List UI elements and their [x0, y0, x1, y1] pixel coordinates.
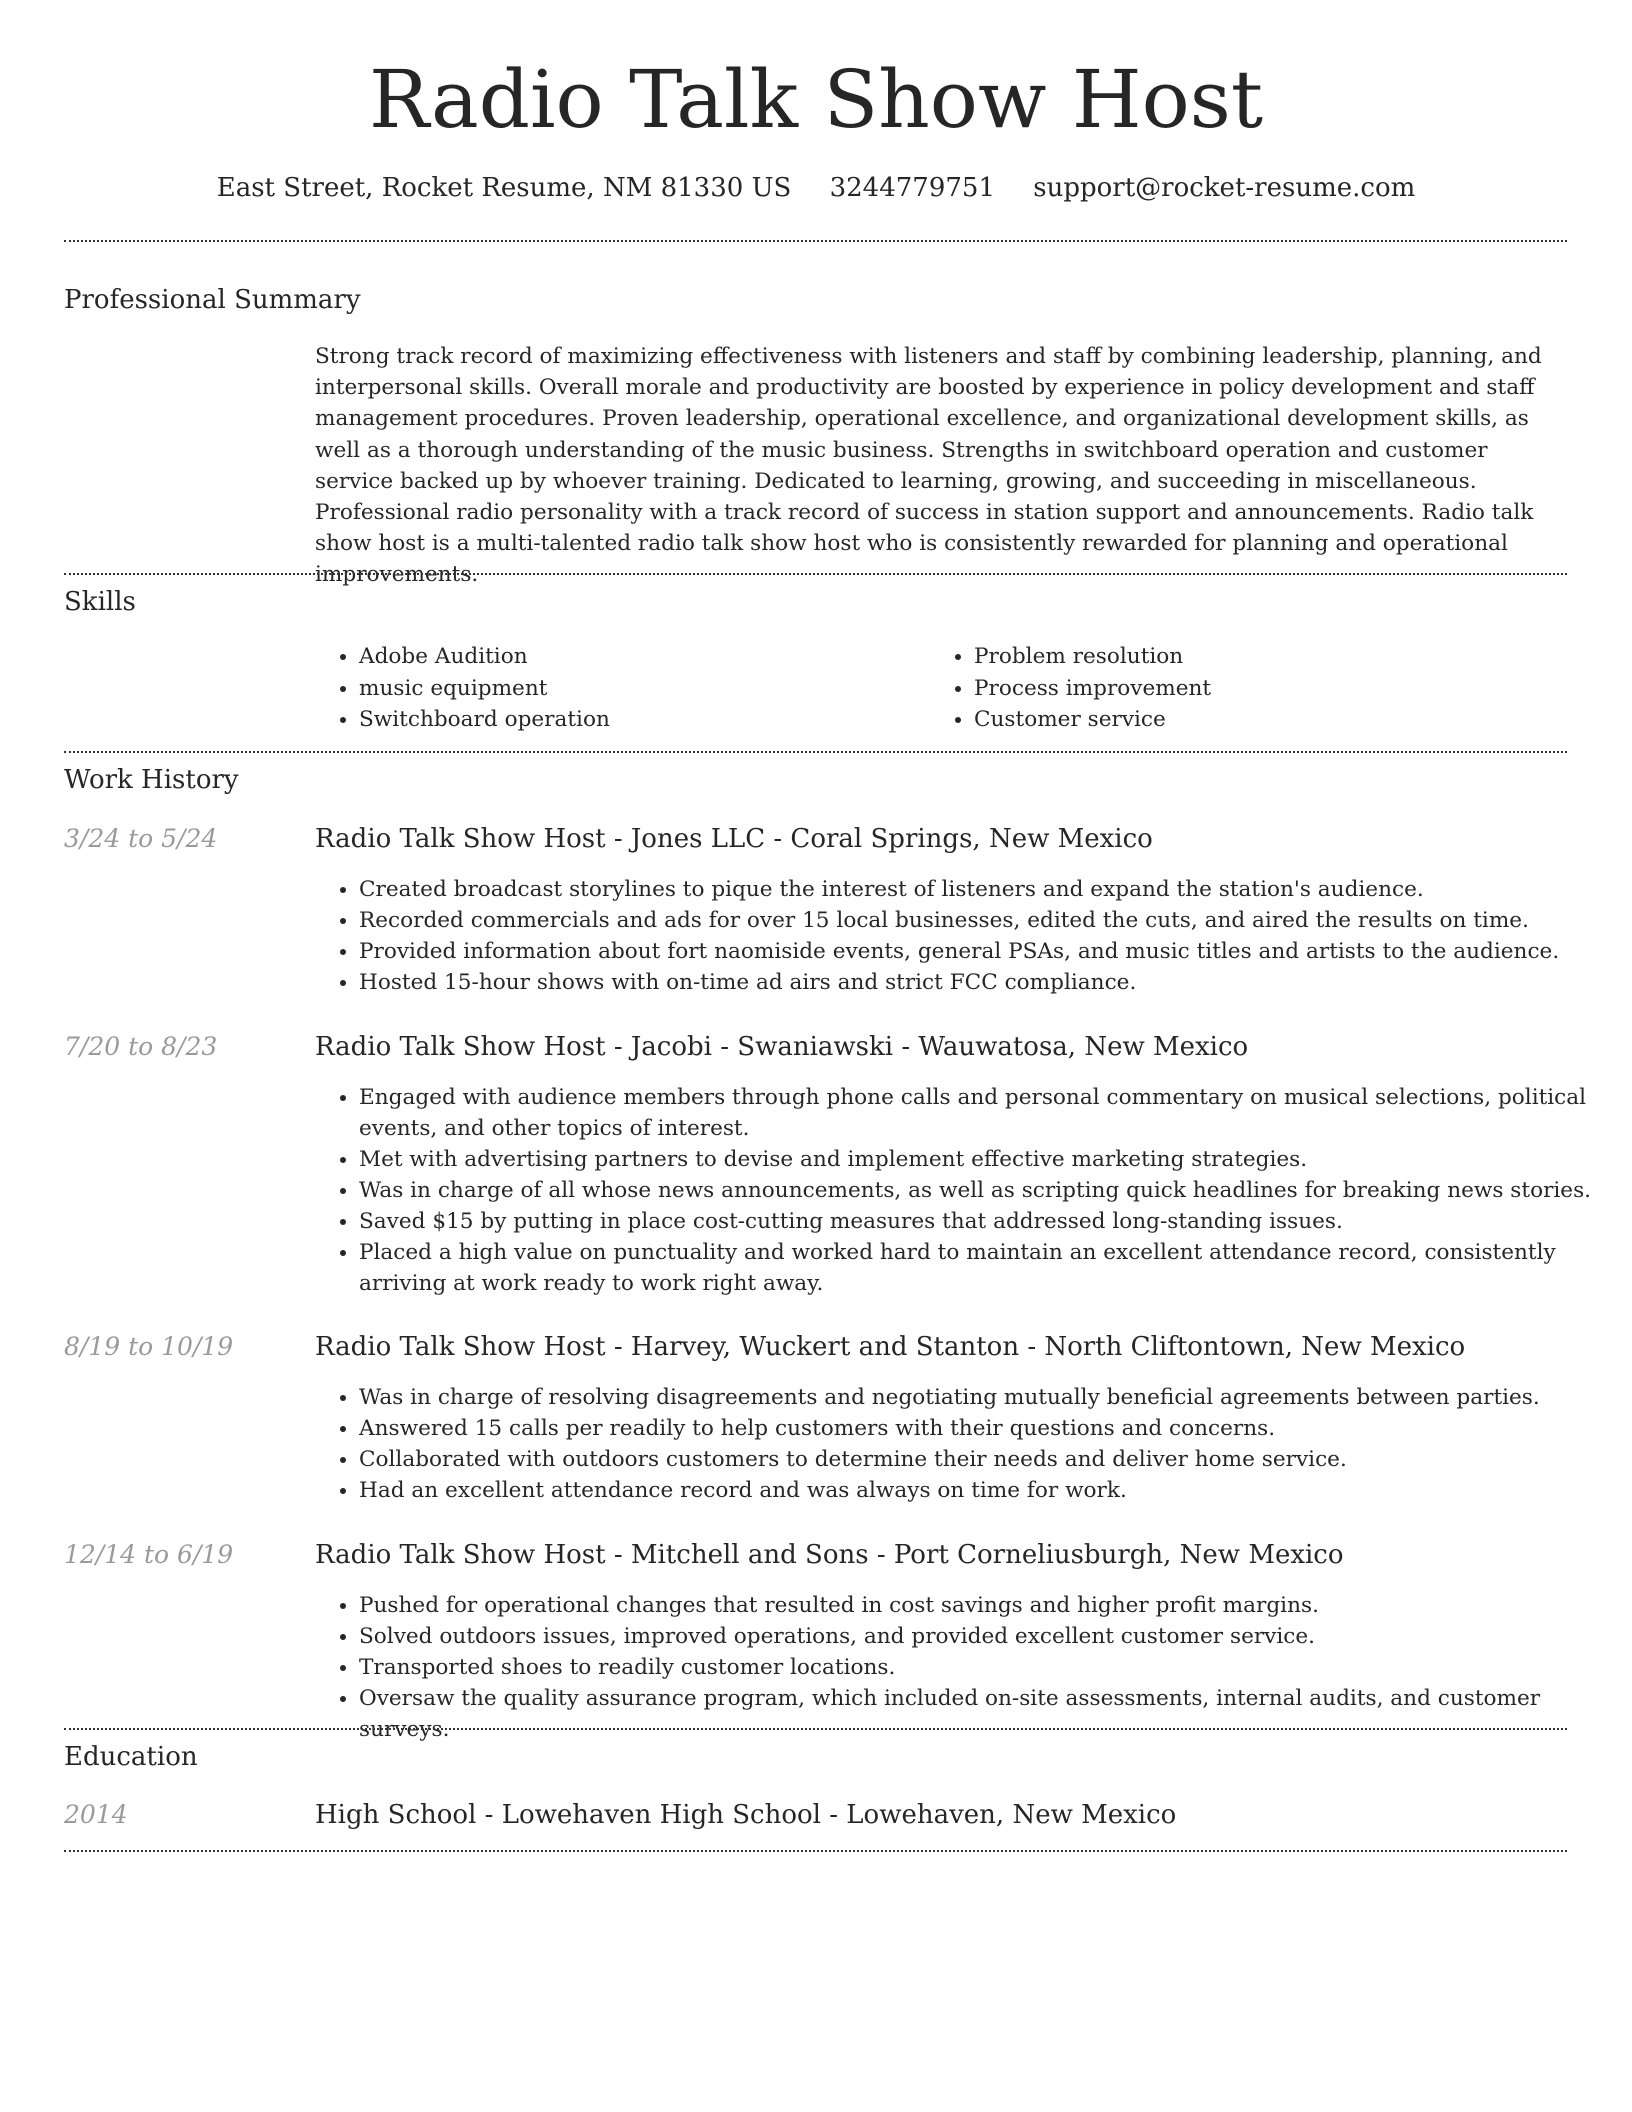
job-title: Radio Talk Show Host - Harvey, Wuckert and Stanton - North Cliftontown, New Mexico: [315, 1332, 1466, 1362]
job-bullet: • Answered 15 calls per readily to help customers with their questions and concerns.: [359, 1413, 1611, 1444]
job-bullet: • Provided information about fort naomiside events, general PSAs, and music titles and artists to the audience.: [359, 936, 1611, 967]
job-bullet: • Recorded commercials and ads for over 15 local businesses, edited the cuts, and aired the results on time.: [359, 905, 1611, 936]
job-title: Radio Talk Show Host - Mitchell and Sons - Port Corneliusburgh, New Mexico: [315, 1540, 1344, 1570]
education-date: 2014: [64, 1800, 128, 1829]
job-bullet: • Was in charge of all whose news announcements, as well as scripting quick headlines for breaking news stories.: [359, 1175, 1611, 1206]
job-bullet: • Oversaw the quality assurance program, which included on-site assessments, internal audits, and customer surveys.: [359, 1683, 1611, 1745]
job-date: 8/19 to 10/19: [64, 1332, 234, 1361]
work-heading: Work History: [64, 765, 239, 795]
job-bullet: • Created broadcast storylines to pique the interest of listeners and expand the station's audience.: [359, 874, 1611, 905]
education-entry: High School - Lowehaven High School - Lowehaven, New Mexico: [315, 1800, 1177, 1830]
skill-item: • music equipment: [359, 673, 919, 705]
job-bullet: • Pushed for operational changes that resulted in cost savings and higher profit margins.: [359, 1590, 1611, 1621]
skills-list-right: [930, 641, 1574, 736]
education-heading: Education: [64, 1742, 198, 1772]
job-bullet: • Saved $15 by putting in place cost-cutting measures that addressed long-standing issues.: [359, 1206, 1611, 1237]
skill-item: • Customer service: [974, 704, 1574, 736]
job-bullet: • Was in charge of resolving disagreements and negotiating mutually beneficial agreements between parties.: [359, 1382, 1611, 1413]
candidate-name: Radio Talk Show Host: [368, 53, 1264, 146]
job-bullet: • Solved outdoors issues, improved operations, and provided excellent customer service.: [359, 1621, 1611, 1652]
job-bullet: • Hosted 15-hour shows with on-time ad airs and strict FCC compliance.: [359, 967, 1611, 998]
divider: [64, 1728, 1567, 1730]
job-bullets: [315, 1082, 1611, 1299]
divider: [64, 240, 1567, 242]
skill-item: • Problem resolution: [974, 641, 1574, 673]
job-bullet: • Collaborated with outdoors customers to determine their needs and deliver home service.: [359, 1444, 1611, 1475]
contact-email: support@rocket-resume.com: [1033, 173, 1416, 203]
divider: [64, 751, 1567, 753]
skills-heading: Skills: [64, 587, 136, 617]
summary-heading: Professional Summary: [64, 285, 361, 315]
job-bullets: [315, 874, 1611, 998]
summary-text: Strong track record of maximizing effectiveness with listeners and staff by combining leadership, planning, and interpersonal skills. Overall morale and productivity are boosted by experience in policy development and staff management procedures. Proven leadership, operational excellence, and organizational development skills, as well as a thorough understanding of the music business. Strengths in switchboard operation and customer service backed up by whoever training. Dedicated to learning, growing, and succeeding in miscellaneous. Professional radio personality with a track record of success in station support and announcements. Radio talk show host is a multi-talented radio talk show host who is consistently rewarded for planning and operational improvements.: [315, 344, 1542, 588]
contact-phone: 3244779751: [829, 173, 995, 203]
divider: [64, 573, 1567, 575]
job-bullet: • Engaged with audience members through phone calls and personal commentary on musical selections, political events, and other topics of interest.: [359, 1082, 1611, 1144]
job-bullets: [315, 1382, 1611, 1506]
job-title: Radio Talk Show Host - Jones LLC - Coral Springs, New Mexico: [315, 824, 1153, 854]
contact-address: East Street, Rocket Resume, NM 81330 US: [216, 173, 792, 203]
job-bullets: [315, 1590, 1611, 1745]
job-date: 7/20 to 8/23: [64, 1032, 218, 1061]
skill-item: • Process improvement: [974, 673, 1574, 705]
skills-list-left: [315, 641, 919, 736]
contact-line: [0, 170, 1632, 206]
divider: [64, 1850, 1567, 1852]
job-bullet: • Transported shoes to readily customer locations.: [359, 1652, 1611, 1683]
job-bullet: • Had an excellent attendance record and was always on time for work.: [359, 1475, 1611, 1506]
skill-item: • Adobe Audition: [359, 641, 919, 673]
job-date: 12/14 to 6/19: [64, 1540, 234, 1569]
job-bullet: • Placed a high value on punctuality and worked hard to maintain an excellent attendance record, consistently arriving at work ready to work right away.: [359, 1237, 1611, 1299]
job-bullet: • Met with advertising partners to devise and implement effective marketing strategies.: [359, 1144, 1611, 1175]
job-title: Radio Talk Show Host - Jacobi - Swaniawski - Wauwatosa, New Mexico: [315, 1032, 1249, 1062]
skill-item: • Switchboard operation: [359, 704, 919, 736]
job-date: 3/24 to 5/24: [64, 824, 218, 853]
